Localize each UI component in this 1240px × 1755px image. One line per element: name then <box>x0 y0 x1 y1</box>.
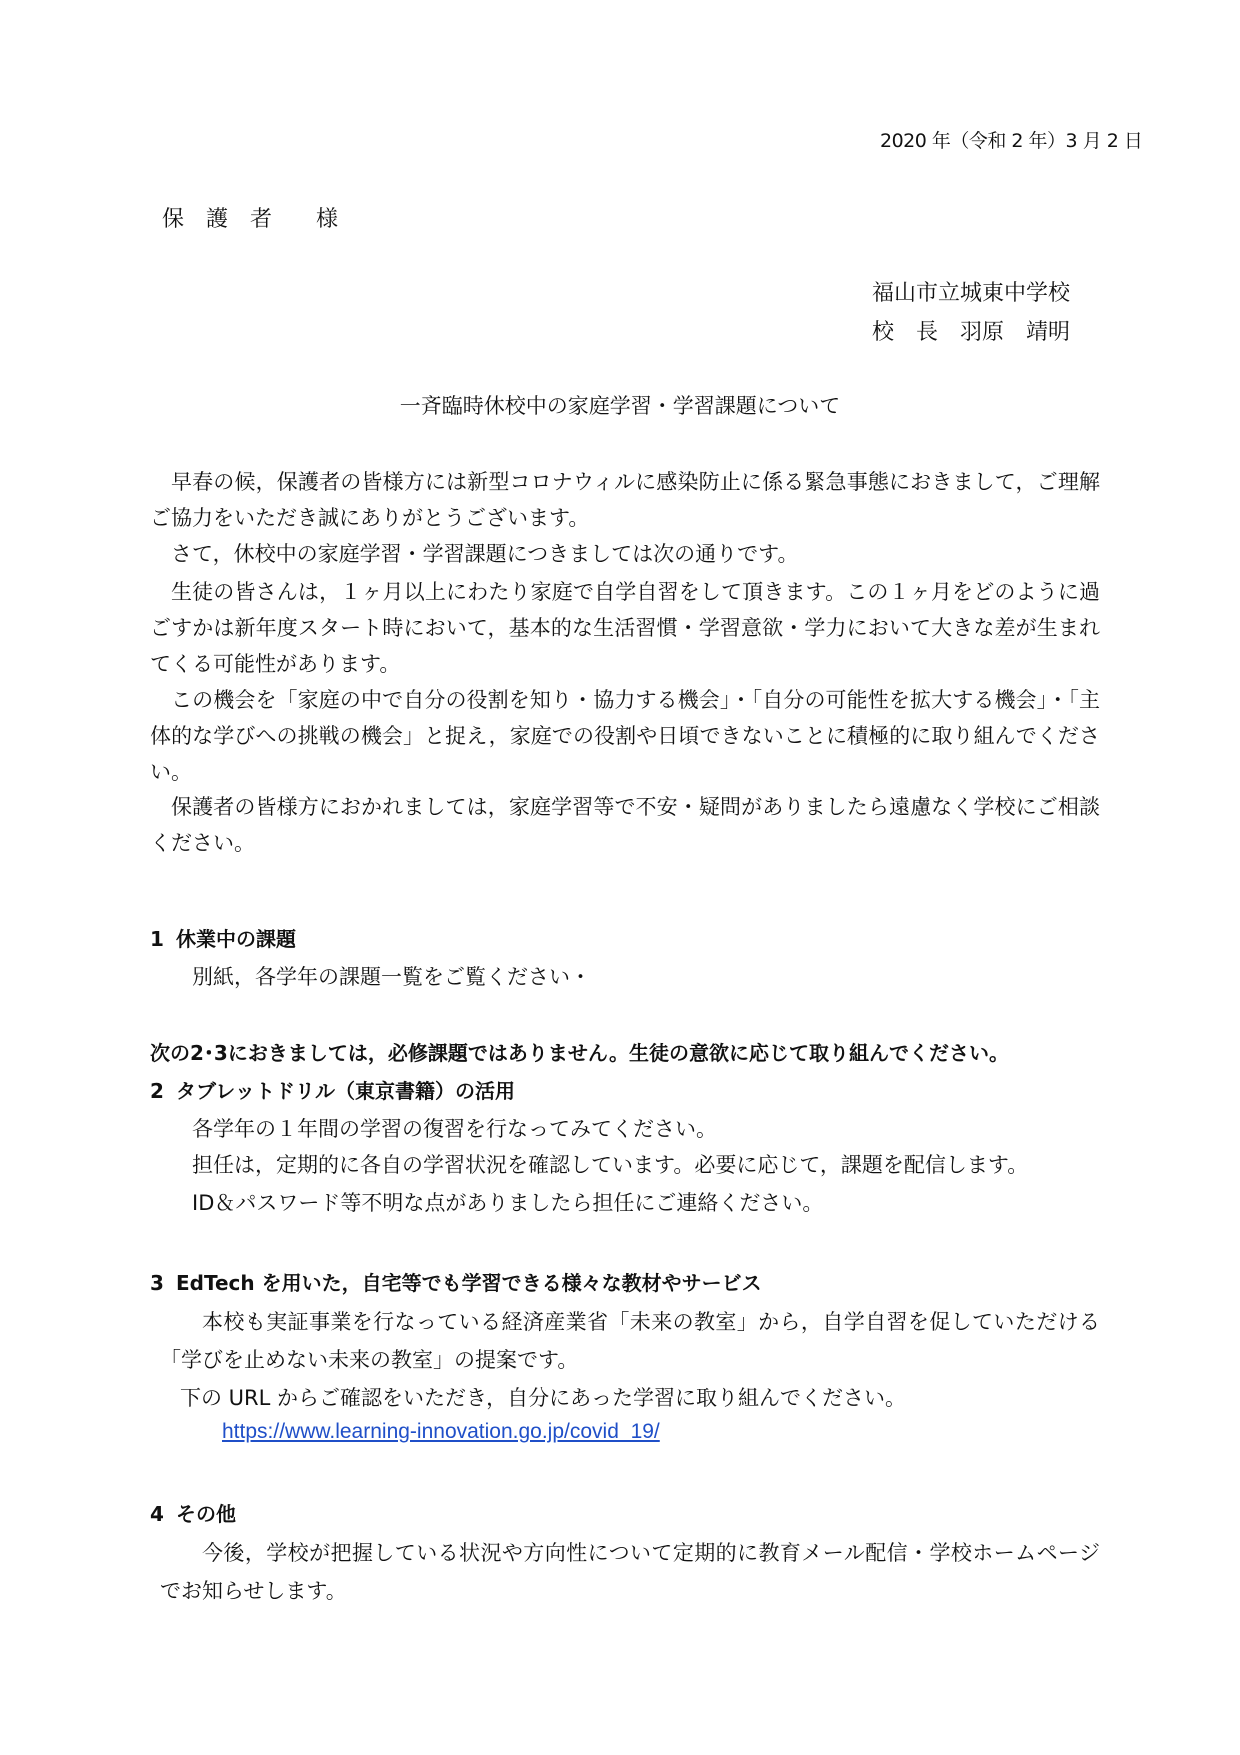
section-2-line-3: ID＆パスワード等不明な点がありましたら担任にご連絡ください。 <box>192 1191 824 1215</box>
section-3-paragraph-2: 下の URL からご確認をいただき，自分にあった学習に取り組んでください。 <box>180 1386 906 1410</box>
intro-paragraph-2: さて，休校中の家庭学習・学習課題につきましては次の通りです。 <box>171 542 799 566</box>
section-1-heading <box>150 923 296 952</box>
section-2-line-1: 各学年の１年間の学習の復習を行なってみてください。 <box>192 1117 717 1141</box>
section-2-heading <box>150 1075 515 1104</box>
intro-paragraph-1: 早春の候，保護者の皆様方には新型コロナウィルに感染防止に係る緊急事態におきまして，ご理解ご協力をいただき誠にありがとうございます。 <box>150 470 1100 530</box>
optional-note: 次の2･3におきましては，必修課題ではありません。生徒の意欲に応じて取り組んでください。 <box>150 1041 1010 1065</box>
section-4-paragraph: 今後，学校が把握している状況や方向性について定期的に教育メール配信・学校ホームページでお知らせします。 <box>160 1541 1100 1603</box>
school-name: 福山市立城東中学校 <box>872 281 1071 306</box>
document-date: 2020 年（令和 2 年）3 月 2 日 <box>880 130 1143 152</box>
section-4-number: 4 <box>150 1502 164 1526</box>
section-1-number: 1 <box>150 927 164 951</box>
document-title: 一斉臨時休校中の家庭学習・学習課題について <box>399 394 841 418</box>
section-4-heading <box>150 1498 236 1527</box>
intro-paragraph-4: この機会を「家庭の中で自分の役割を知り・協力する機会」・「自分の可能性を拡大する機会」・「主体的な学びへの挑戦の機会」と捉え，家庭での役割や日頃できないことに積極的に取り組んでください。 <box>150 688 1100 784</box>
section-3-heading <box>150 1267 762 1296</box>
section-1-title: 休業中の課題 <box>176 927 296 951</box>
section-3-number: 3 <box>150 1271 164 1295</box>
intro-paragraph-5: 保護者の皆様方におかれましては，家庭学習等で不安・疑問がありましたら遠慮なく学校にご相談ください。 <box>150 795 1100 855</box>
section-1-text: 別紙，各学年の課題一覧をご覧ください・ <box>192 965 591 989</box>
section-3-title: EdTech を用いた，自宅等でも学習できる様々な教材やサービス <box>176 1271 762 1295</box>
addressee: 保 護 者 様 <box>162 207 339 232</box>
principal-name: 校 長 羽原 靖明 <box>872 320 1071 345</box>
covid-learning-link[interactable]: https://www.learning-innovation.go.jp/covid_19/ <box>222 1420 660 1443</box>
section-4-title: その他 <box>176 1502 236 1526</box>
section-3-paragraph-1: 本校も実証事業を行なっている経済産業省「未来の教室」から，自学自習を促していただける「学びを止めない未来の教室」の提案です。 <box>160 1310 1100 1372</box>
section-2-line-2: 担任は，定期的に各自の学習状況を確認しています。必要に応じて，課題を配信します。 <box>192 1153 1029 1177</box>
intro-paragraph-3: 生徒の皆さんは，１ヶ月以上にわたり家庭で自学自習をして頂きます。この１ヶ月をどのように過ごすかは新年度スタート時において，基本的な生活習慣・学習意欲・学力において大きな差が生まれてくる可能性があります。 <box>150 580 1100 676</box>
section-2-title: タブレットドリル（東京書籍）の活用 <box>176 1079 515 1103</box>
section-2-number: 2 <box>150 1079 164 1103</box>
